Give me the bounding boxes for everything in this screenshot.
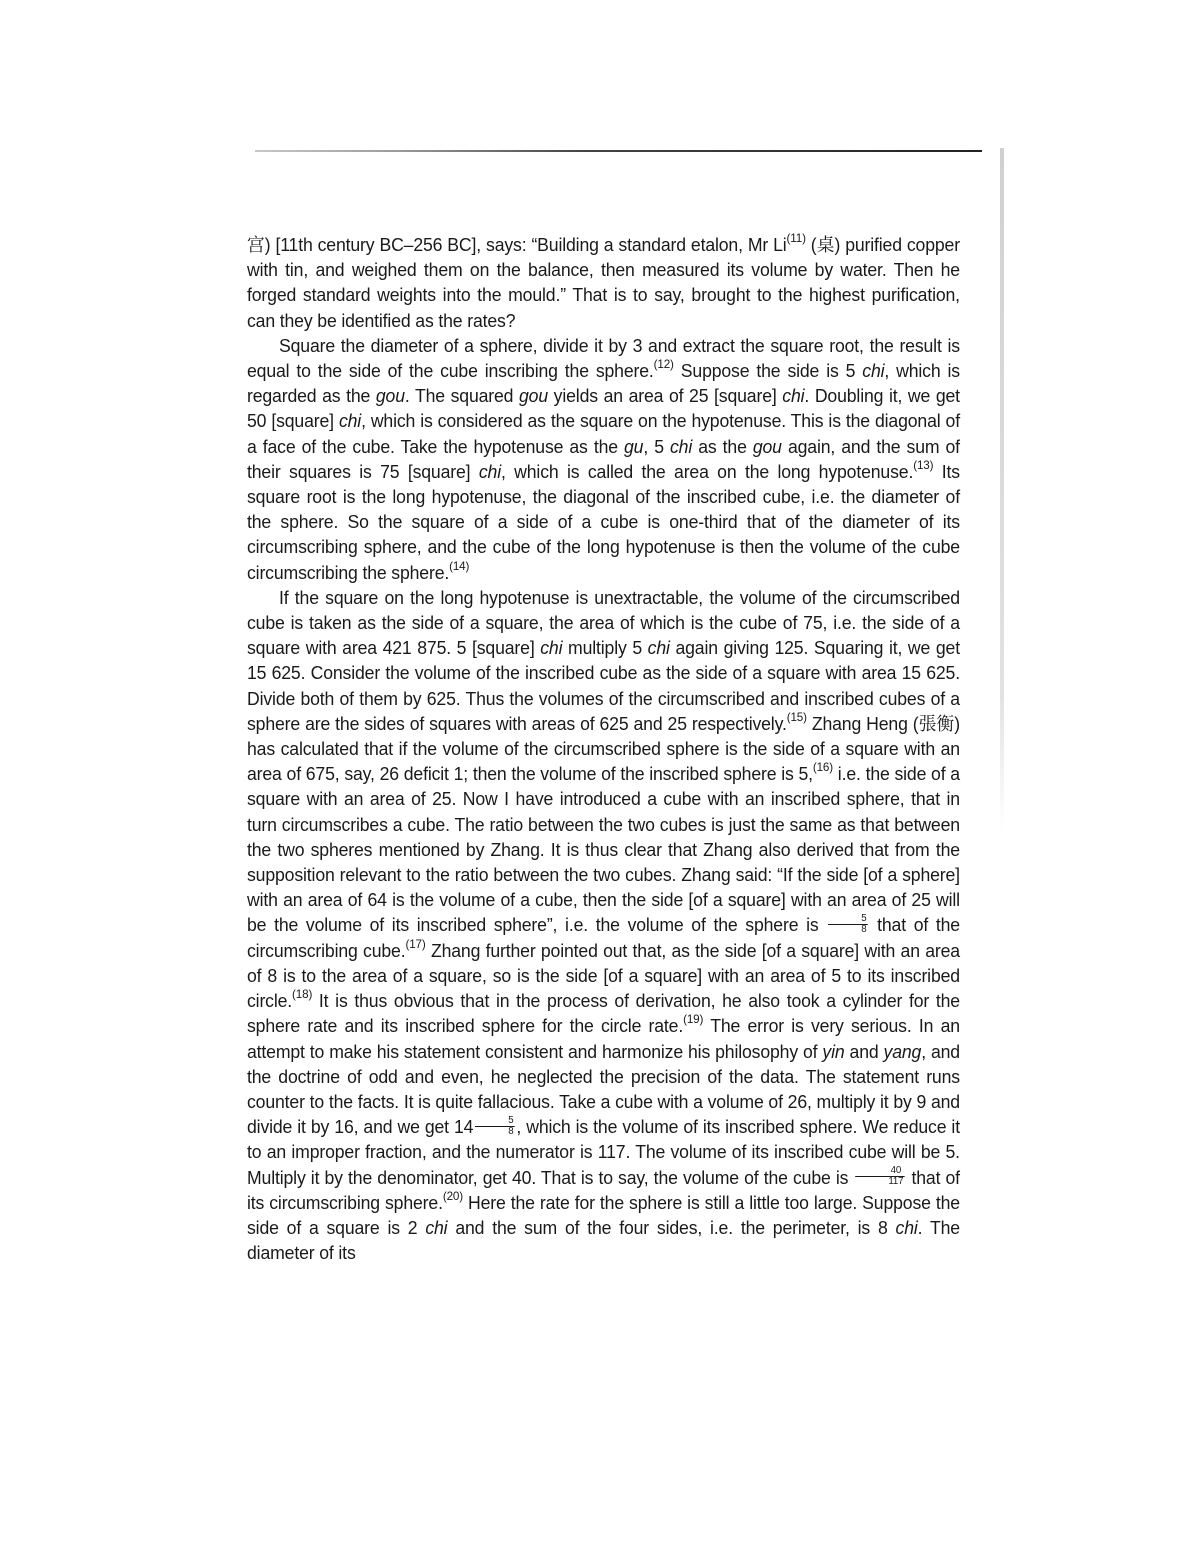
paragraph: Square the diameter of a sphere, divide it by 3 and extract the square root, the result is equal to the side of the cube inscribing the sphere.$^{(12)}$ Suppose the side is 5 chi, which is regarded as the gou. The squared gou yields an area of 25 [square] chi. Doubling it, we get 50 [square] chi, which is considered as the square on the hypotenuse. This is the diagonal of a face of the cube. Take the hypotenuse as the gu, 5 chi as the gou again, and the sum of their squares is 75 [square] chi, which is called the area on the long hypotenuse.$^{(13)}$ Its square root is the long hypotenuse, the diagonal of the inscribed cube, i.e. the diameter of the sphere. So the square of a side of a cube is one-third that of the diameter of its circumscribing sphere, and the cube of the long hypotenuse is then the volume of the cube circumscribing the sphere.$^{(14)}$ — [247, 335, 960, 583]
italic-term: chi — [647, 638, 670, 659]
italic-term: chi — [338, 411, 362, 432]
italic-term: chi — [540, 638, 563, 659]
page-edge-shadow — [1000, 148, 1004, 833]
italic-term: chi — [669, 436, 693, 457]
italic-term: chi — [425, 1217, 448, 1238]
footnote-ref: (12) — [653, 356, 674, 371]
italic-term: chi — [862, 361, 885, 382]
italic-term: yin — [822, 1041, 845, 1062]
fraction: $\frac{5}{8}$ — [475, 1116, 514, 1137]
italic-term: chi — [782, 386, 805, 407]
footnote-ref: (16) — [812, 760, 834, 775]
fraction: $\frac{5}{8}$ — [828, 914, 867, 935]
body-text — [247, 230, 960, 1266]
paragraph: 宫) [11th century BC–256 BC], says: “Building a standard etalon, Mr Li$^{(11)}$ (桌) purified copper with tin, and weighed them on the balance, then measured its volume by water. Then he forged standard weights into the mould.” That is to say, brought to the highest purification, can they be identified as the rates? — [247, 230, 960, 331]
footnote-ref: (15) — [786, 709, 807, 724]
italic-term: gu — [624, 436, 644, 457]
footnote-ref: (11) — [786, 230, 806, 245]
fraction: $\frac{40}{117}$ — [855, 1166, 904, 1187]
italic-term: gou — [519, 386, 549, 407]
footnote-ref: (14) — [449, 558, 470, 573]
italic-term: chi — [478, 461, 501, 482]
footnote-ref: (17) — [405, 936, 426, 951]
footnote-ref: (20) — [442, 1188, 463, 1203]
paragraph: If the square on the long hypotenuse is unextractable, the volume of the circumscribed cube is taken as the side of a square, the area of which is the cube of 75, i.e. the side of a square with area 421 875. 5 [square] chi multiply 5 chi again giving 125. Squaring it, we get 15 625. Consider the volume of the inscribed cube as the side of a square with area 15 625. Divide both of them by 625. Thus the volumes of the circumscribed and inscribed cubes of a sphere are the sides of squares with areas of 625 and 25 respectively.$^{(15)}$ Zhang Heng (張衡) has calculated that if the volume of the circumscribed sphere is the side of a square with an area of 675, say, 26 deficit 1; then the volume of the inscribed sphere is 5,$^{(16)}$ i.e. the side of a square with an area of 25. Now I have introduced a cube with an inscribed sphere, that in turn circumscribes a cube. The ratio between the two cubes is just the same as that between the two spheres mentioned by Zhang. It is thus clear that Zhang also derived that from the supposition relevant to the ratio between the two cubes. Zhang said: “If the side [of a sphere] with an area of 64 is the volume of a cube, then the side [of a square] with an area of 25 will be the volume of its inscribed sphere”, i.e. the volume of the sphere is $\frac{5}{8}$ that of the circumscribing cube.$^{(17)}$ Zhang further pointed out that, as the side [of a square] with an area of 8 is to the area of a square, so is the side [of a square] with an area of 5 to its inscribed circle.$^{(18)}$ It is thus obvious that in the process of derivation, he also took a cylinder for the sphere rate and its inscribed sphere for the circle rate.$^{(19)}$ The error is very serious. In an attempt to make his statement consistent and harmonize his philosophy of yin and yang, and the doctrine of odd and even, he neglected the precision of the data. The statement runs counter to the facts. It is quite fallacious. Take a cube with a volume of 26, multiply it by 9 and divide it by 16, and we get 14 $\frac{5}{8}$ , which is the volume of its inscribed sphere. We reduce it to an improper fraction, and the numerator is 117. The volume of its inscribed cube will be 5. Multiply it by the denominator, get 40. That is to say, the volume of the cube is $\frac{40}{117}$ that of its circumscribing sphere.$^{(20)}$ Here the rate for the sphere is still a little too large. Suppose the side of a square is 2 chi and the sum of the four sides, i.e. the perimeter, is 8 chi. The diameter of its — [247, 587, 960, 1264]
italic-term: chi — [895, 1217, 918, 1238]
italic-term: gou — [375, 386, 405, 407]
footnote-ref: (18) — [292, 987, 313, 1002]
footnote-ref: (13) — [913, 457, 934, 472]
italic-term: gou — [752, 436, 782, 457]
italic-term: yang — [883, 1041, 922, 1062]
header-rule — [255, 150, 982, 152]
footnote-ref: (19) — [683, 1012, 704, 1027]
